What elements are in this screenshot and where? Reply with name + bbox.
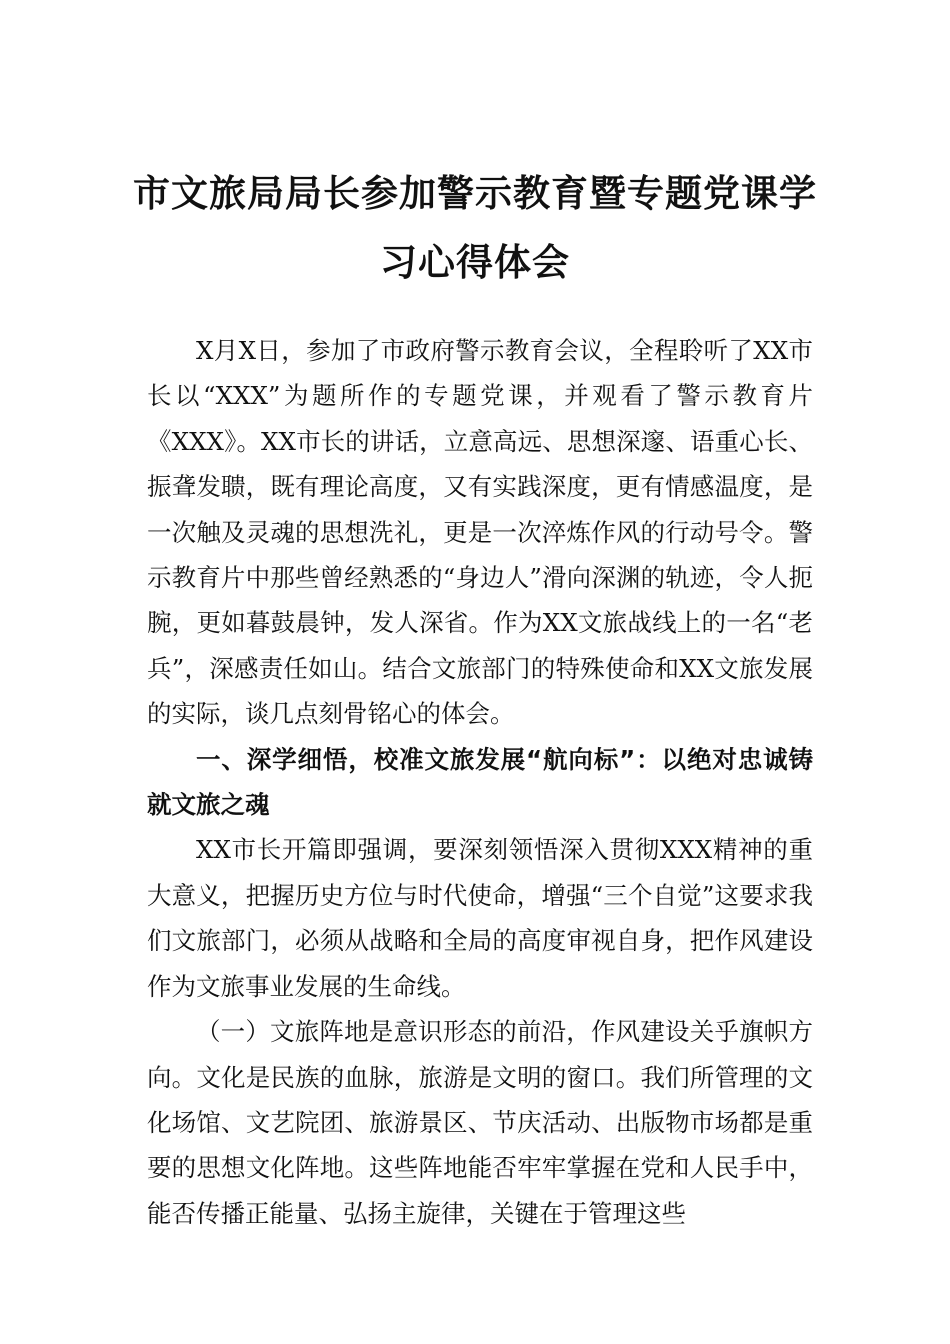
document-body <box>147 328 813 1236</box>
subsection-1-paragraph: （一）文旅阵地是意识形态的前沿，作风建设关乎旗帜方向。文化是民族的血脉，旅游是文明的窗口。我们所管理的文化场馆、文艺院团、旅游景区、节庆活动、出版物市场都是重要的思想文化阵地。这些阵地能否牢牢掌握在党和人民手中，能否传播正能量、弘扬主旋律，关键在于管理这些 <box>147 1017 813 1228</box>
document-title-line-2: 习心得体会 <box>380 240 570 284</box>
intro-paragraph: X月X日，参加了市政府警示教育会议，全程聆听了XX市长以“XXX”为题所作的专题党课，并观看了警示教育片《XXX》。XX市长的讲话，立意高远、思想深邃、语重心长、振聋发聩，既有理论高度，又有实践深度，更有情感温度，是一次触及灵魂的思想洗礼，更是一次淬炼作风的行动号令。警示教育片中那些曾经熟悉的“身边人”滑向深渊的轨迹，令人扼腕，更如暮鼓晨钟，发人深省。作为XX文旅战线上的一名“老兵”，深感责任如山。结合文旅部门的特殊使命和XX文旅发展的实际，谈几点刻骨铭心的体会。 <box>147 336 813 729</box>
document-title-line-1: 市文旅局局长参加警示教育暨专题党课学 <box>133 171 817 215</box>
section-1-paragraph: XX市长开篇即强调，要深刻领悟深入贯彻XXX精神的重大意义，把握历史方位与时代使命，增强“三个自觉”这要求我们文旅部门，必须从战略和全局的高度审视自身，把作风建设作为文旅事业发展的生命线。 <box>147 835 813 1001</box>
section-heading-1: 一、深学细悟，校准文旅发展“航向标”：以绝对忠诚铸就文旅之魂 <box>147 744 813 820</box>
